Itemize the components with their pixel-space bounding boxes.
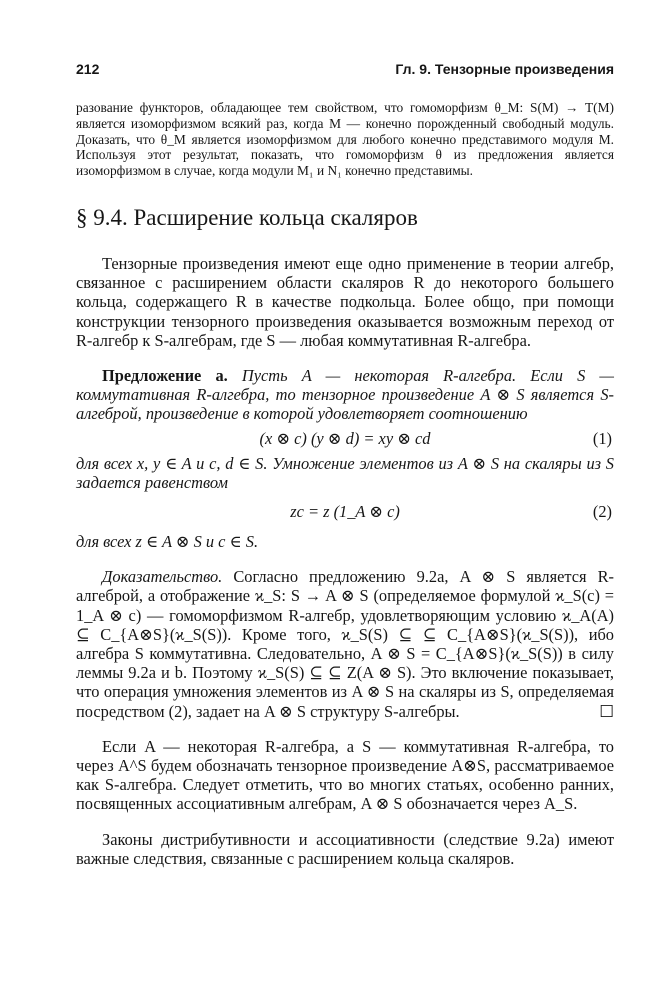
formula-2 [76, 492, 614, 532]
intro-paragraph: Тензорные произведения имеют еще одно применение в теории алгебр, связанное с расширением области скаляров R до некоторого большего кольца, содержащего R в качестве подкольца. Более общо, при помощи конструкции тензорного произведения оказывается возможным переход от R-алгебр к S-алгебрам, где S — любая коммутативная R-алгебра. [76, 253, 614, 350]
page-number: 212 [76, 61, 100, 77]
proof-text: Согласно предложению 9.2а, A ⊗ S является R-алгеброй, а отображение ϰ_S: S → A ⊗ S (определяемое формулой ϰ_S(c) = 1_A ⊗ c) — гомоморфизмом R-алгебр, удовлетворяющим условию ϰ_A(A) ⊆ C_{A⊗S}(ϰ_S(S)). Кроме того, ϰ_S(S) ⊆ ⊆ C_{A⊗S}(ϰ_S(S)), ибо алгебра S коммутативна. Следовательно, A ⊗ S = C_{A⊗S}(ϰ_S(S)) в силу леммы 9.2а и b. Поэтому ϰ_S(S) ⊆ ⊆ Z(A ⊗ S). Это включение показывает, что операция умножения элементов из A ⊗ S на скаляры из S, определяемая посредством (2), задает на A ⊗ S структуру S-алгебры. [76, 567, 614, 721]
proof-paragraph [76, 567, 614, 721]
formula-1-tag: (1) [592, 429, 612, 448]
page [76, 60, 614, 868]
notation-paragraph: Если A — некоторая R-алгебра, а S — коммутативная R-алгебра, то через A^S будем обозначать тензорное произведение A⊗S, рассматриваемое как S-алгебра. Следует отметить, что во многих статьях, особенно ранних, посвященных ассоциативным алгебрам, A ⊗ S обозначается через A_S. [76, 736, 614, 814]
formula-2-tag: (2) [592, 502, 612, 522]
laws-paragraph: Законы дистрибутивности и ассоциативности (следствие 9.2а) имеют важные следствия, связанные с расширением кольца скаляров. [76, 829, 614, 868]
proposition-middle: для всех x, y ∈ A и c, d ∈ S. Умножение элементов из A ⊗ S на скаляры из S задается равенством [76, 453, 614, 492]
proposition-statement [76, 366, 614, 424]
proposition-end: для всех z ∈ A ⊗ S и c ∈ S. [76, 532, 259, 552]
section-title: § 9.4. Расширение кольца скаляров [76, 204, 418, 230]
qed-symbol: ☐ [599, 701, 614, 721]
page-header [76, 60, 614, 100]
formula-1 [76, 424, 614, 454]
proposition-text: Пусть A — некоторая R-алгебра. Если S — коммутативная R-алгебра, то тензорное произведение A ⊗ S является S-алгеброй, произведение в которой удовлетворяет соотношению [76, 366, 614, 424]
proposition-label: Предложение а. [102, 366, 228, 385]
formula-2-expression: zc = z (1_A ⊗ c) [290, 502, 400, 522]
proof-label: Доказательство. [102, 567, 223, 587]
running-title: Гл. 9. Тензорные произведения [395, 61, 614, 77]
main-text [76, 254, 614, 868]
formula-1-expression: (x ⊗ c) (y ⊗ d) = xy ⊗ cd [259, 429, 431, 448]
exercise-continuation [76, 100, 614, 179]
exercise-text: разование функторов, обладающее тем свойством, что гомоморфизм θ_M: S(M) → T(M) является изоморфизмом всякий раз, когда M — конечно порожденный свободный модуль. Доказать, что θ_M является изоморфизмом для любого конечно представимого модуля M. Используя этот результат, показать, что гомоморфизм θ из предложения является изоморфизмом в случае, когда модули M₁ и N₁ конечно представимы. [76, 100, 614, 179]
